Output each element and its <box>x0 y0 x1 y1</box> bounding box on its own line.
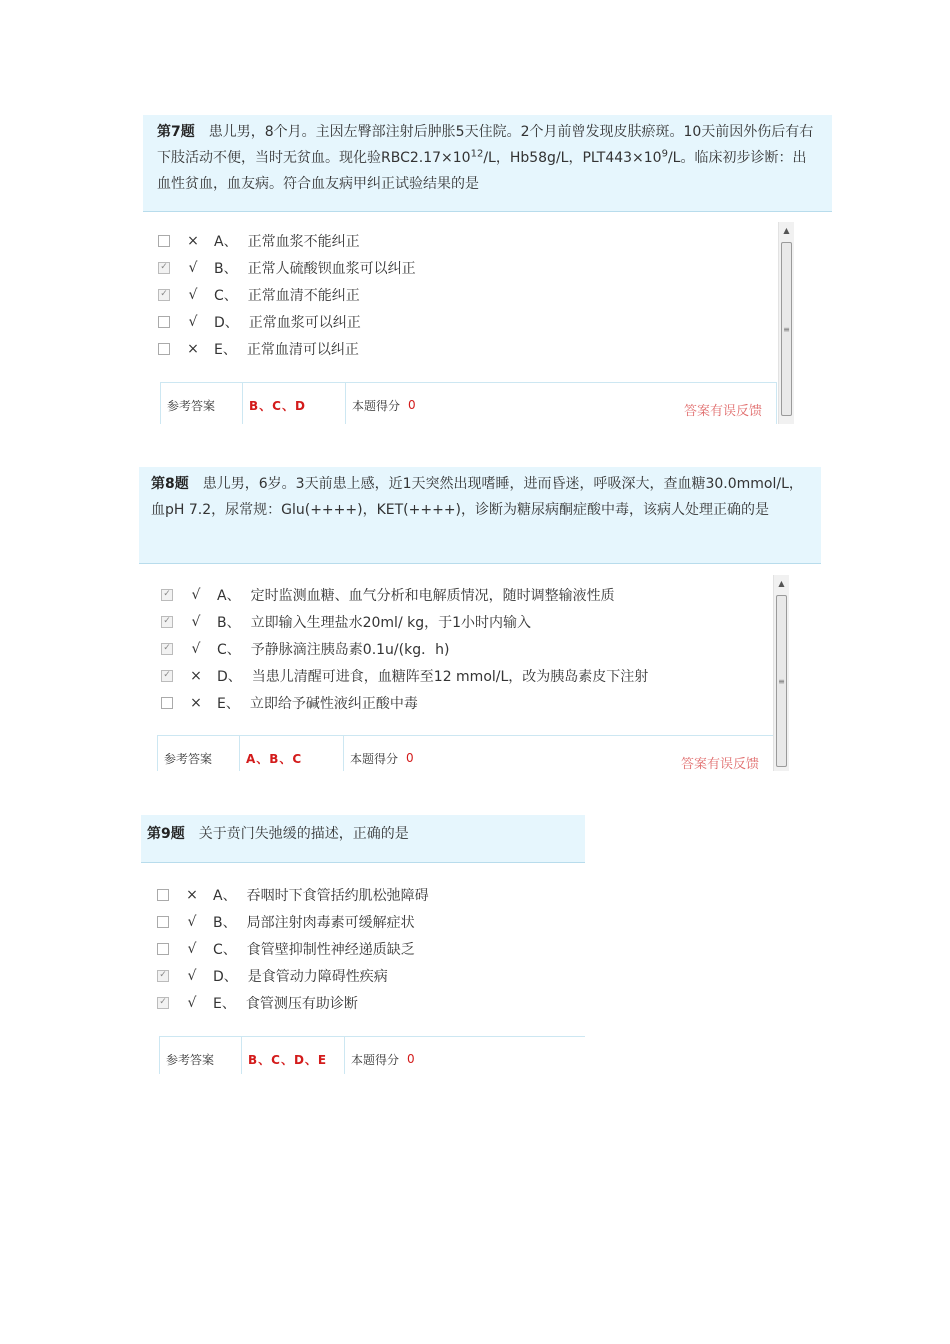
score-value: 0 <box>407 1052 415 1066</box>
option-label: 予静脉滴注胰岛素0.1u/(kg．h) <box>250 641 450 658</box>
option-a[interactable]: × A、 正常血浆不能纠正 <box>158 227 780 254</box>
ref-answer-value: B、C、D、E <box>242 1037 345 1074</box>
ref-answer-label: 参考答案 <box>160 1037 242 1074</box>
checkbox[interactable] <box>158 235 170 247</box>
score-value: 0 <box>406 751 414 765</box>
options-panel <box>157 881 533 1016</box>
option-a[interactable]: × A、 吞咽时下食管括约肌松弛障碍 <box>157 881 533 908</box>
result-mark: × <box>190 694 202 711</box>
option-label: 局部注射肉毒素可缓解症状 <box>246 914 415 931</box>
checkbox[interactable] <box>157 889 169 901</box>
option-a[interactable]: ✓ √ A、 定时监测血糖、血气分析和电解质情况，随时调整输液性质 <box>161 581 769 608</box>
option-e[interactable]: × E、 立即给予碱性液纠正酸中毒 <box>161 689 769 716</box>
result-mark: × <box>186 886 198 903</box>
option-e[interactable]: ✓ √ E、 食管测压有助诊断 <box>157 989 533 1016</box>
checkbox[interactable]: ✓ <box>161 589 173 601</box>
feedback-link[interactable]: 答案有误反馈 <box>683 404 762 419</box>
scroll-up-arrow-icon[interactable]: ▲ <box>783 226 790 235</box>
question-header <box>143 115 832 212</box>
result-mark: √ <box>188 313 198 330</box>
score-value: 0 <box>408 398 416 412</box>
option-d[interactable]: √ D、 正常血浆可以纠正 <box>158 308 780 335</box>
answer-footer <box>160 382 777 424</box>
option-label: 当患儿清醒可进食，血糖阵至12 mmol/L，改为胰岛素皮下注射 <box>251 668 649 685</box>
question-text: 关于贲门失弛缓的描述，正确的是 <box>198 826 409 842</box>
result-mark: √ <box>188 286 198 303</box>
checkbox[interactable]: ✓ <box>158 262 170 274</box>
result-mark: × <box>190 667 202 684</box>
score-label: 本题得分 <box>351 1052 400 1067</box>
result-mark: √ <box>187 967 197 984</box>
option-label: 正常血清不能纠正 <box>247 287 360 304</box>
question-text: 患儿男，8个月。主因左臀部注射后肿胀5天住院。2个月前曾发现皮肤瘀斑。10天前因外伤后有右下肢活动不便，当时无贫血。现化验$RBC2.17\times 10^{12}/L$，Hb58g/L，$PLT443\times 10^9/L$。临床初步诊断：出血性贫血，血友病。符合血友病甲纠正试验结果的是 <box>157 124 814 192</box>
question-7 <box>143 115 832 424</box>
option-label: 吞咽时下食管括约肌松弛障碍 <box>246 887 429 904</box>
checkbox[interactable]: ✓ <box>161 670 173 682</box>
scroll-thumb[interactable]: ≡ <box>776 595 787 767</box>
question-8 <box>139 467 821 771</box>
option-d[interactable]: ✓ √ D、 是食管动力障碍性疾病 <box>157 962 533 989</box>
score-group <box>346 383 416 424</box>
checkbox[interactable] <box>157 943 169 955</box>
result-mark: × <box>187 232 199 249</box>
score-group <box>345 1037 415 1074</box>
feedback-link[interactable]: 答案有误反馈 <box>680 757 759 771</box>
option-b[interactable]: ✓ √ B、 正常人硫酸钡血浆可以纠正 <box>158 254 780 281</box>
question-header <box>139 467 821 564</box>
result-mark: × <box>187 340 199 357</box>
option-c[interactable]: √ C、 食管壁抑制性神经递质缺乏 <box>157 935 533 962</box>
answer-footer <box>159 1036 585 1074</box>
checkbox[interactable]: ✓ <box>157 997 169 1009</box>
ref-answer-label: 参考答案 <box>158 736 240 771</box>
result-mark: √ <box>187 994 197 1011</box>
question-9 <box>141 815 585 1074</box>
checkbox[interactable] <box>157 916 169 928</box>
option-c[interactable]: ✓ √ C、 予静脉滴注胰岛素0.1u/(kg．h) <box>161 635 769 662</box>
option-c[interactable]: ✓ √ C、 正常血清不能纠正 <box>158 281 780 308</box>
question-number: 第7题 <box>157 124 195 140</box>
option-label: 立即输入生理盐水20ml/ kg，于1小时内输入 <box>250 614 532 631</box>
result-mark: √ <box>191 640 201 657</box>
result-mark: √ <box>187 940 197 957</box>
result-mark: √ <box>191 586 201 603</box>
option-b[interactable]: ✓ √ B、 立即输入生理盐水20ml/ kg，于1小时内输入 <box>161 608 769 635</box>
checkbox[interactable] <box>158 343 170 355</box>
ref-answer-label: 参考答案 <box>161 383 243 424</box>
question-header <box>141 815 585 863</box>
option-label: 定时监测血糖、血气分析和电解质情况，随时调整输液性质 <box>250 587 615 604</box>
ref-answer-value: B、C、D <box>243 383 346 424</box>
ref-answer-value: A、B、C <box>240 736 344 771</box>
scroll-up-arrow-icon[interactable]: ▲ <box>778 579 785 588</box>
option-label: 正常血清可以纠正 <box>246 341 359 358</box>
score-group <box>344 736 414 771</box>
option-label: 正常血浆可以纠正 <box>248 314 361 331</box>
checkbox[interactable] <box>158 316 170 328</box>
scroll-thumb[interactable]: ≡ <box>781 242 792 416</box>
option-label: 正常人硫酸钡血浆可以纠正 <box>247 260 416 277</box>
score-label: 本题得分 <box>352 398 401 413</box>
question-number: 第9题 <box>147 826 185 842</box>
checkbox[interactable]: ✓ <box>158 289 170 301</box>
score-label: 本题得分 <box>350 751 399 766</box>
question-text: 患儿男，6岁。3天前患上感，近1天突然出现嗜睡，进而昏迷，呼吸深大，查血糖30.0mmol/L，血pH 7.2，尿常规：Glu(++++)，KET(++++)，诊断为糖尿病酮症酸中毒，该病人处理正确的是 <box>151 476 803 518</box>
result-mark: √ <box>188 259 198 276</box>
result-mark: √ <box>191 613 201 630</box>
option-label: 食管测压有助诊断 <box>245 995 358 1012</box>
option-label: 是食管动力障碍性疾病 <box>247 968 388 985</box>
options-panel <box>161 581 769 716</box>
question-number: 第8题 <box>151 476 189 492</box>
checkbox[interactable]: ✓ <box>157 970 169 982</box>
option-label: 正常血浆不能纠正 <box>247 233 360 250</box>
checkbox[interactable]: ✓ <box>161 643 173 655</box>
option-e[interactable]: × E、 正常血清可以纠正 <box>158 335 780 362</box>
options-panel <box>158 227 780 362</box>
option-label: 食管壁抑制性神经递质缺乏 <box>246 941 415 958</box>
result-mark: √ <box>187 913 197 930</box>
scrollbar[interactable] <box>773 575 789 771</box>
option-label: 立即给予碱性液纠正酸中毒 <box>249 695 418 712</box>
scrollbar[interactable] <box>778 222 794 424</box>
option-d[interactable]: ✓ × D、 当患儿清醒可进食，血糖阵至12 mmol/L，改为胰岛素皮下注射 <box>161 662 769 689</box>
option-b[interactable]: √ B、 局部注射肉毒素可缓解症状 <box>157 908 533 935</box>
answer-footer <box>157 735 774 771</box>
checkbox[interactable]: ✓ <box>161 616 173 628</box>
checkbox[interactable] <box>161 697 173 709</box>
